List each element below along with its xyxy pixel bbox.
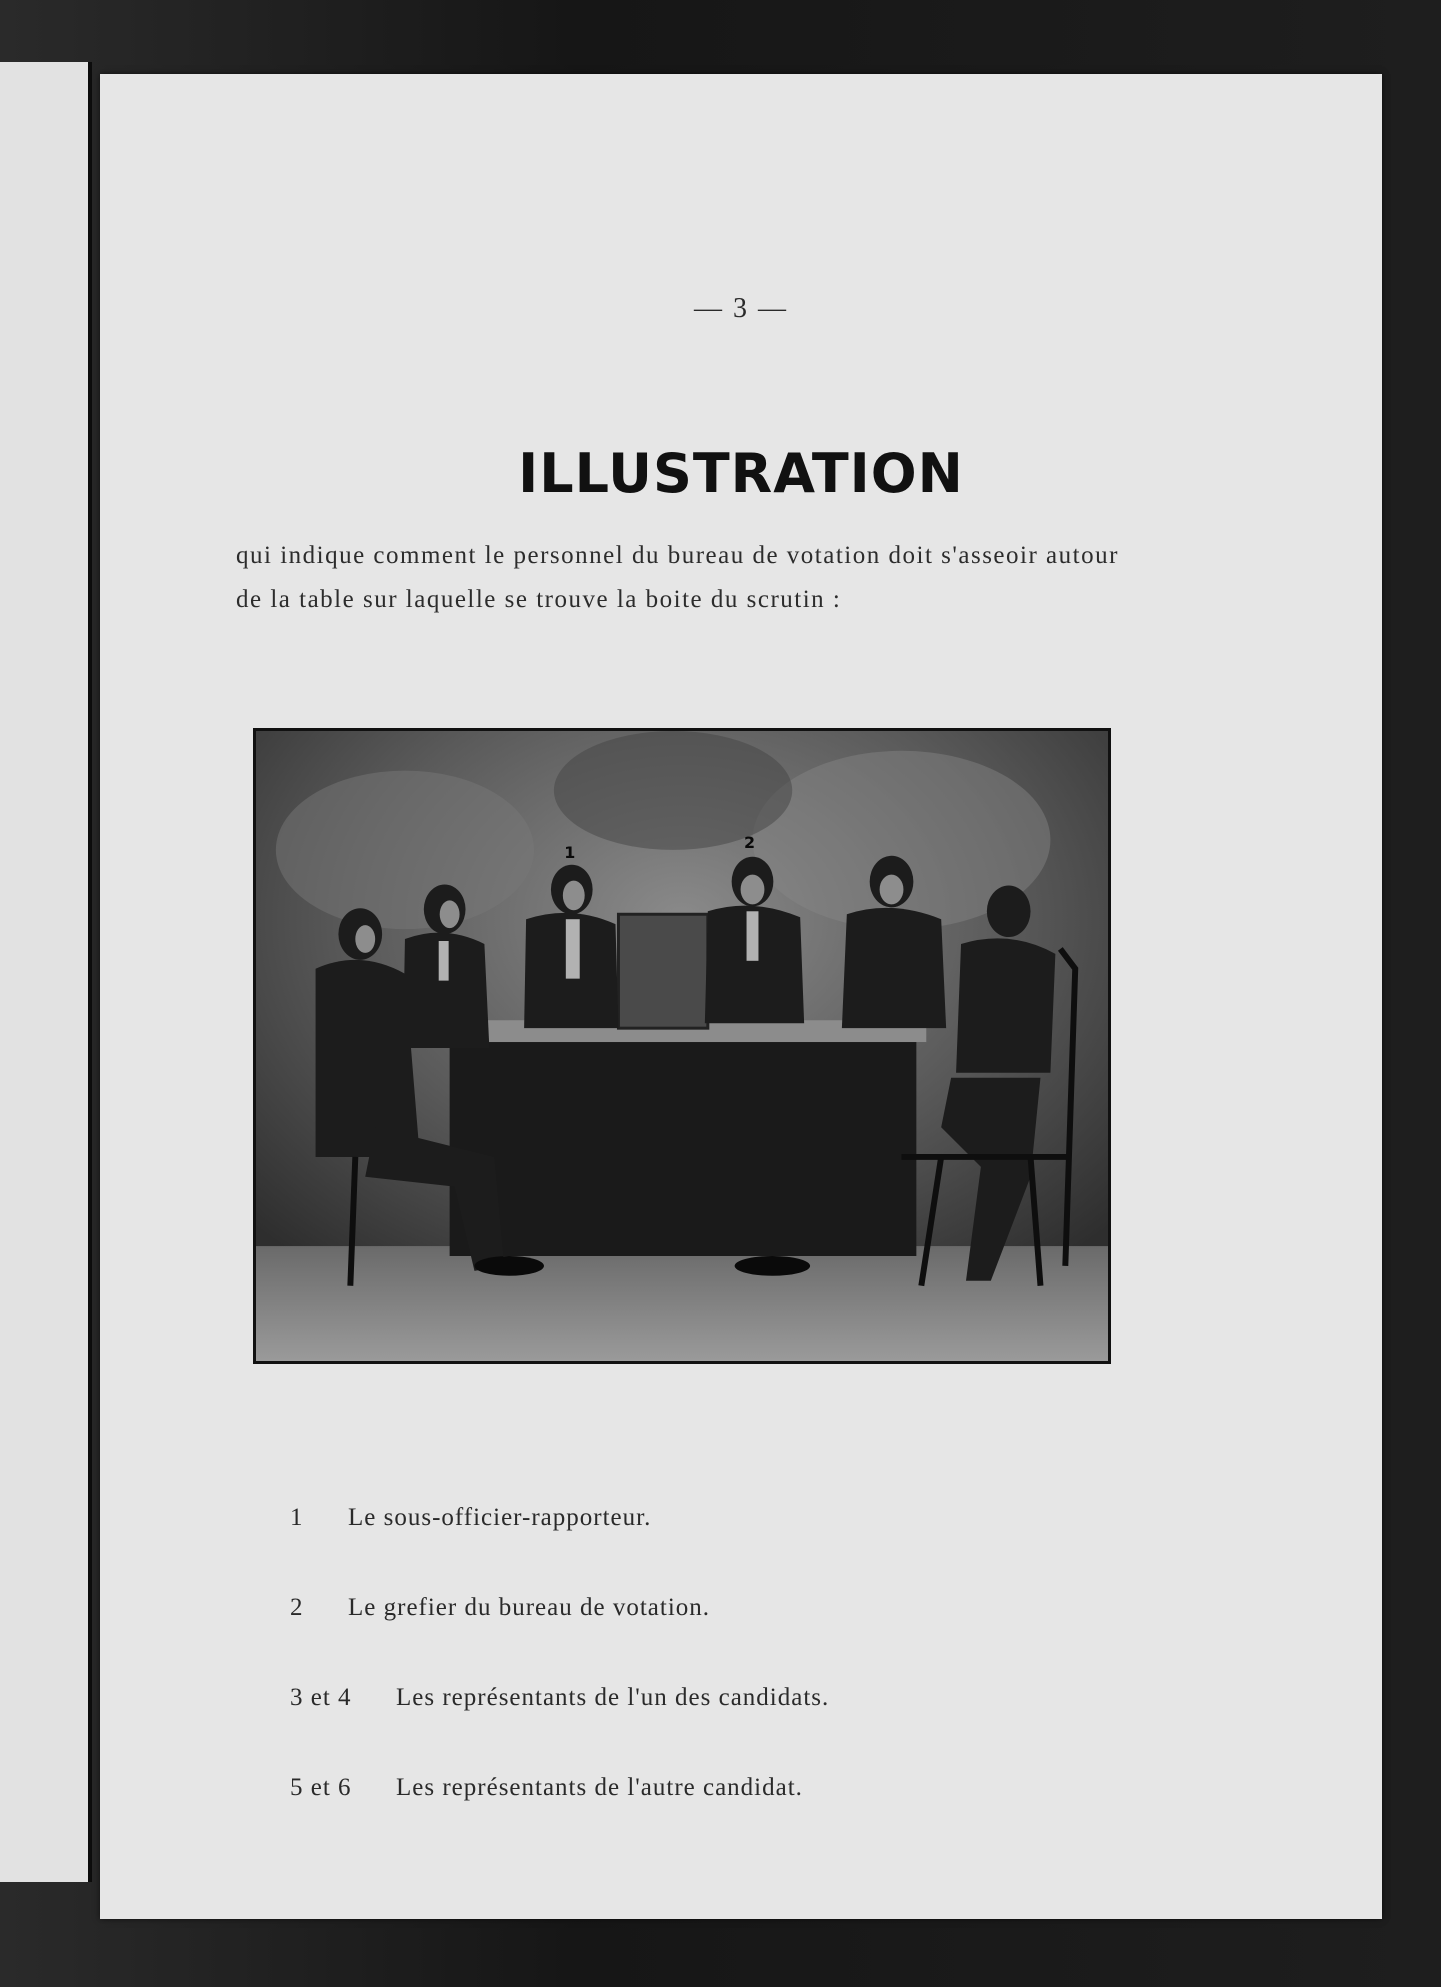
- previous-page-edge: [0, 62, 92, 1882]
- polling-station-photo: [253, 728, 1111, 1364]
- legend-number: 1: [290, 1504, 304, 1531]
- photo-label-2: 2: [743, 832, 756, 852]
- intro-paragraph: qui indique comment le personnel du bureau de votation doit s'asseoir autour de la table sur laquelle se trouve la boite du scrutin :: [236, 542, 1119, 613]
- page-title: ILLUSTRATION: [518, 442, 964, 505]
- photo-image: [256, 731, 1108, 1361]
- photo-label-1: 1: [564, 842, 576, 862]
- legend-text: Les représentants de l'un des candidats.: [396, 1684, 830, 1711]
- document-page: [100, 74, 1382, 1919]
- legend-number: 3 et 4: [290, 1684, 352, 1711]
- legend-text: Le sous-officier-rapporteur.: [348, 1504, 652, 1531]
- legend-number: 2: [290, 1594, 304, 1621]
- legend-item: [290, 1774, 1090, 1864]
- photo-legend: [290, 1504, 1090, 1864]
- legend-number: 5 et 6: [290, 1774, 352, 1801]
- legend-item: [290, 1684, 1090, 1774]
- page-number: — 3 —: [694, 293, 788, 324]
- legend-item: [290, 1504, 1090, 1594]
- legend-text: Le grefier du bureau de votation.: [348, 1594, 711, 1621]
- legend-text: Les représentants de l'autre candidat.: [396, 1774, 803, 1801]
- legend-item: [290, 1594, 1090, 1684]
